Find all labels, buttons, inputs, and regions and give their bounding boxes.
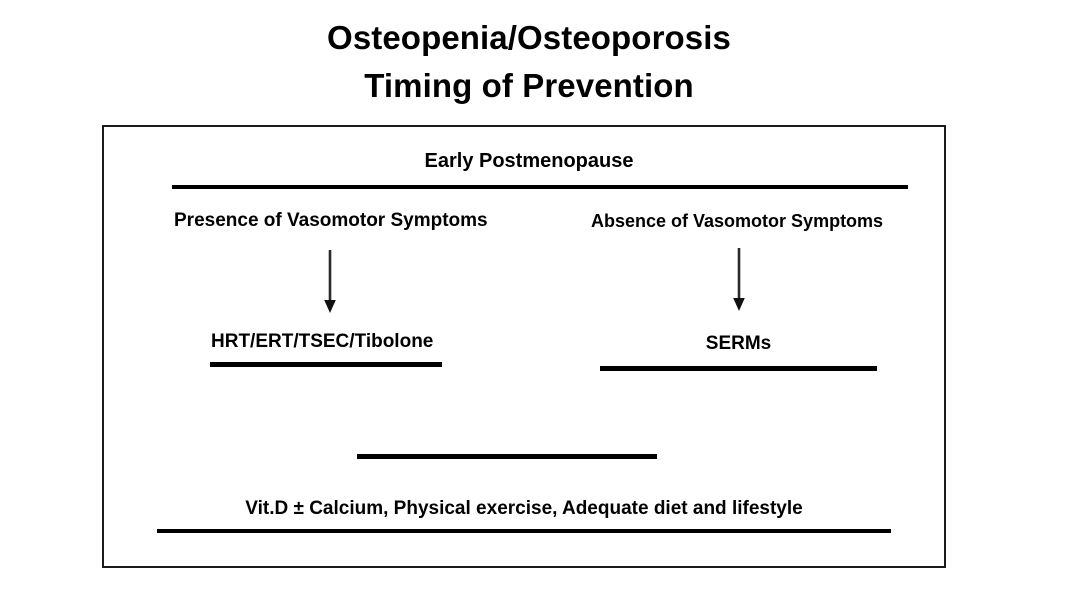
title-line-2: Timing of Prevention [364, 67, 694, 104]
header-divider-rule [172, 185, 908, 189]
down-arrow-icon-right [729, 248, 749, 312]
footer-underline-rule [157, 529, 891, 533]
treatment-label-hrt: HRT/ERT/TSEC/Tibolone [211, 331, 434, 352]
treatment-underline-hrt [210, 362, 442, 367]
down-arrow-icon-left [320, 250, 340, 314]
treatment-label-serms: SERMs [705, 333, 772, 354]
branch-condition-presence: Presence of Vasomotor Symptoms [174, 210, 488, 231]
slide-title [0, 14, 1058, 110]
diagram-header-label: Early Postmenopause [424, 150, 634, 172]
treatment-underline-serms [600, 366, 877, 371]
lifestyle-footer-label: Vit.D ± Calcium, Physical exercise, Adequate diet and lifestyle [245, 498, 803, 519]
middle-connector-rule [357, 454, 657, 459]
branch-condition-absence: Absence of Vasomotor Symptoms [591, 211, 884, 231]
title-line-1: Osteopenia/Osteoporosis [327, 19, 731, 56]
